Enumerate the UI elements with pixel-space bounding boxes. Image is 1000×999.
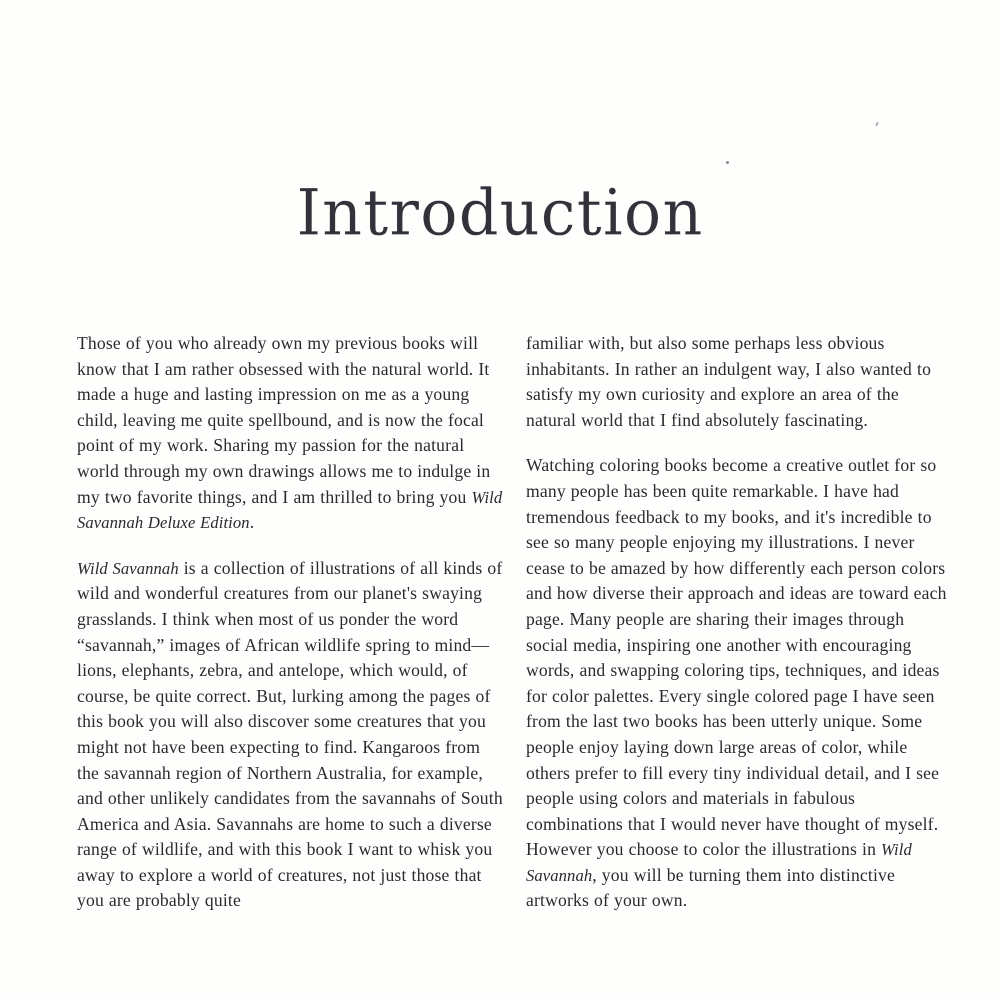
book-title-italic: Wild Savannah Deluxe Edition <box>77 487 503 533</box>
text-column-right <box>526 331 950 914</box>
text-column-left <box>77 331 505 914</box>
body-columns <box>77 331 950 914</box>
text-run: is a collection of illustrations of all kinds of wild and wonderful creatures from our planet's swaying grasslands. I think when most of us ponder the word “savannah,” images of African wildlife spring to mind—lions, elephants, zebra, and antelope, which would, of course, be quite correct. But, lurking among the pages of this book you will also discover some creatures that you might not have been expecting to find. Kangaroos from the savannah region of Northern Australia, for example, and other unlikely candidates from the savannahs of South America and Asia. Savannahs are home to such a diverse range of wildlife, and with this book I want to whisk you away to explore a world of creatures, not just those that you are probably quite <box>77 557 503 911</box>
book-title-italic: Wild Savannah <box>77 558 179 578</box>
chapter-title-block <box>0 138 1000 286</box>
paragraph <box>77 556 505 914</box>
scan-speck-upper-icon <box>875 122 879 126</box>
paragraph <box>526 453 950 914</box>
text-run: Watching coloring books become a creative outlet for so many people has been quite remarkable. I have had tremendous feedback to my books, and it's incredible to see so many people enjoying my illustrations. I never cease to be amazed by how differently each person colors and how diverse their approach and ideas are toward each page. Many people are sharing their images through social media, inspiring one another with encouraging words, and swapping coloring tips, techniques, and ideas for color palettes. Every single colored page I have seen from the last two books has been utterly unique. Some people enjoy laying down large areas of color, while others prefer to fill every tiny individual detail, and I see people using colors and materials in fabulous combinations that I would never have thought of myself. However you choose to color the illustrations in <box>526 455 947 860</box>
text-run: , you will be turning them into distinctive artworks of your own. <box>526 864 896 911</box>
text-run: . <box>249 512 255 533</box>
paragraph <box>77 331 505 536</box>
text-run: familiar with, but also some perhaps less obvious inhabitants. In rather an indulgent way, I also wanted to satisfy my own curiosity and explore an area of the natural world that I find absolutely fascinating. <box>526 333 932 430</box>
page-title: Introduction <box>296 174 704 250</box>
scan-speck-lower-icon <box>726 161 729 164</box>
paragraph <box>526 331 950 433</box>
book-title-italic: Wild Savannah <box>526 840 912 885</box>
text-run: Those of you who already own my previous books will know that I am rather obsessed with the natural world. It made a huge and lasting impression on me as a young child, leaving me quite spellbound, and is now the focal point of my work. Sharing my passion for the natural world through my own drawings allows me to indulge in my two favorite things, and I am thrilled to bring you <box>77 333 491 507</box>
